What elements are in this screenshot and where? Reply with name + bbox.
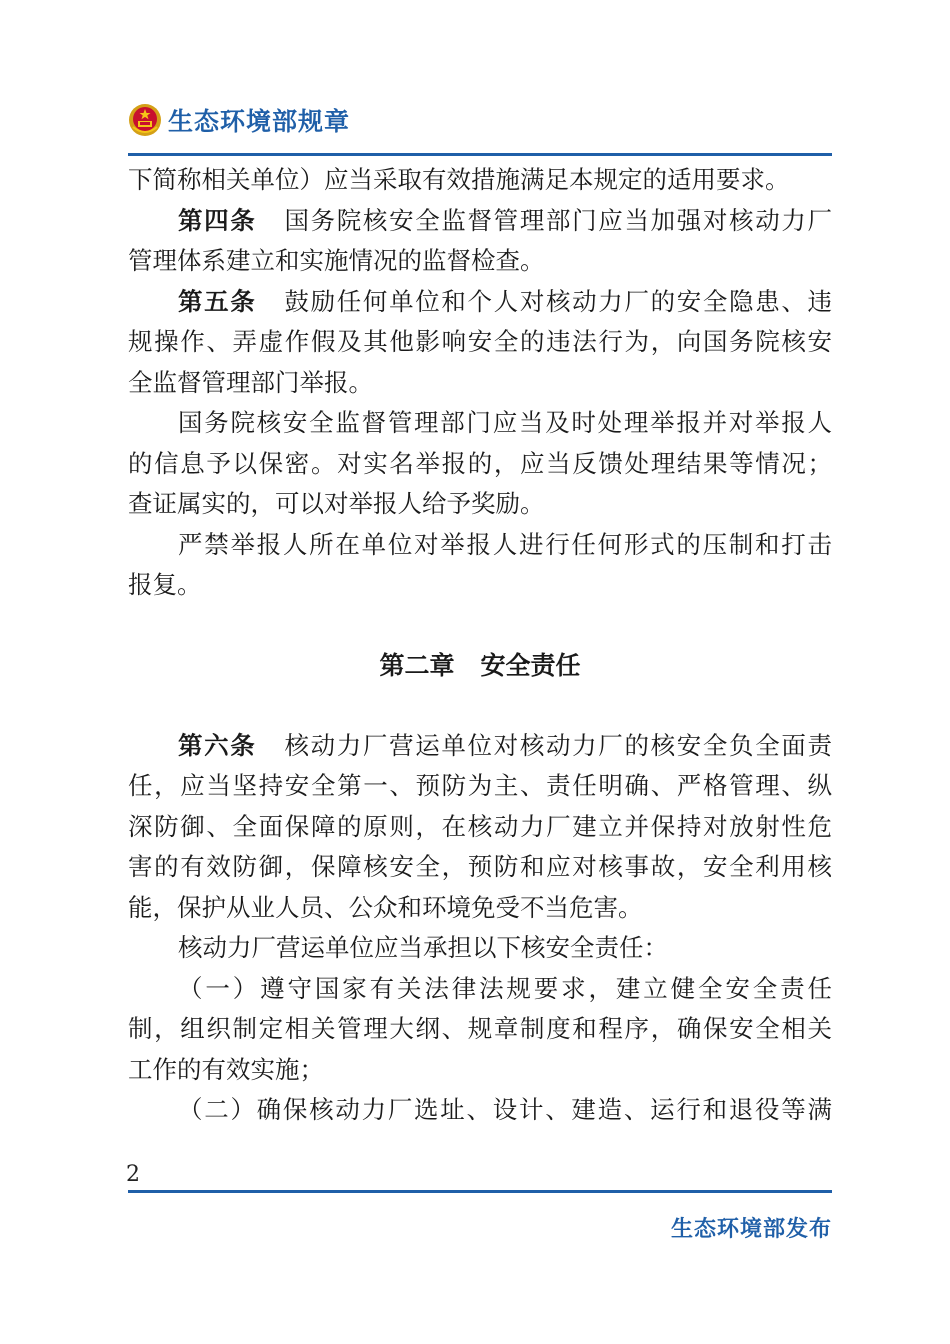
text-line: 查证属实的，可以对举报人给予奖励。 — [128, 489, 545, 518]
page-number: 2 — [126, 1162, 140, 1187]
text-line: 国务院核安全监督管理部门应当及时处理举报并对举报人 — [178, 408, 832, 437]
list-item: （二）确保核动力厂选址、设计、建造、运行和退役等满 — [178, 1095, 832, 1124]
text-line: 工作的有效实施； — [128, 1054, 324, 1084]
article-4 — [128, 201, 832, 242]
text-line: 鼓励任何单位和个人对核动力厂的安全隐患、违 — [284, 286, 832, 316]
text-line: 核动力厂营运单位应当承担以下核安全责任： — [178, 933, 668, 962]
chapter-title: 安全责任 — [480, 650, 581, 680]
chapter-number: 第二章 — [379, 650, 455, 680]
text-line: 严禁举报人所在单位对举报人进行任何形式的压制和打击 — [178, 529, 832, 559]
list-item: （一）遵守国家有关法律法规要求，建立健全安全责任 — [178, 973, 832, 1003]
text-line: 规操作、弄虚作假及其他影响安全的违法行为，向国务院核安 — [128, 327, 832, 356]
page-header — [128, 96, 350, 144]
text-line: 害的有效防御，保障核安全，预防和应对核事故，安全利用核 — [128, 852, 832, 881]
national-emblem-icon — [128, 103, 162, 137]
text-line: 核动力厂营运单位对核动力厂的核安全负全面责 — [284, 730, 832, 760]
text-line: 下简称相关单位）应当采取有效措施满足本规定的适用要求。 — [128, 165, 790, 194]
text-line: 深防御、全面保障的原则，在核动力厂建立并保持对放射性危 — [128, 811, 832, 841]
article-5 — [128, 282, 832, 323]
text-line: 任，应当坚持安全第一、预防为主、责任明确、严格管理、纵 — [128, 771, 832, 800]
article-label: 第六条 — [178, 730, 257, 760]
chapter-heading — [128, 646, 832, 686]
text-line: 的信息予以保密。对实名举报的，应当反馈处理结果等情况； — [128, 448, 832, 478]
text-line: 报复。 — [128, 570, 202, 599]
text-line: 管理体系建立和实施情况的监督检查。 — [128, 246, 545, 275]
text-line: 全监督管理部门举报。 — [128, 367, 373, 397]
text-line: 能，保护从业人员、公众和环境免受不当危害。 — [128, 892, 643, 922]
text-line: 制，组织制定相关管理大纲、规章制度和程序，确保安全相关 — [128, 1014, 832, 1043]
text-line: 国务院核安全监督管理部门应当加强对核动力厂 — [284, 205, 832, 235]
article-6 — [128, 726, 832, 767]
footer-text: 生态环境部发布 — [670, 1217, 832, 1242]
article-label: 第五条 — [178, 286, 257, 316]
article-label: 第四条 — [178, 205, 257, 235]
document-body — [128, 160, 832, 1131]
footer-rule — [128, 1190, 832, 1193]
header-rule — [128, 153, 832, 156]
header-title: 生态环境部规章 — [168, 107, 351, 136]
